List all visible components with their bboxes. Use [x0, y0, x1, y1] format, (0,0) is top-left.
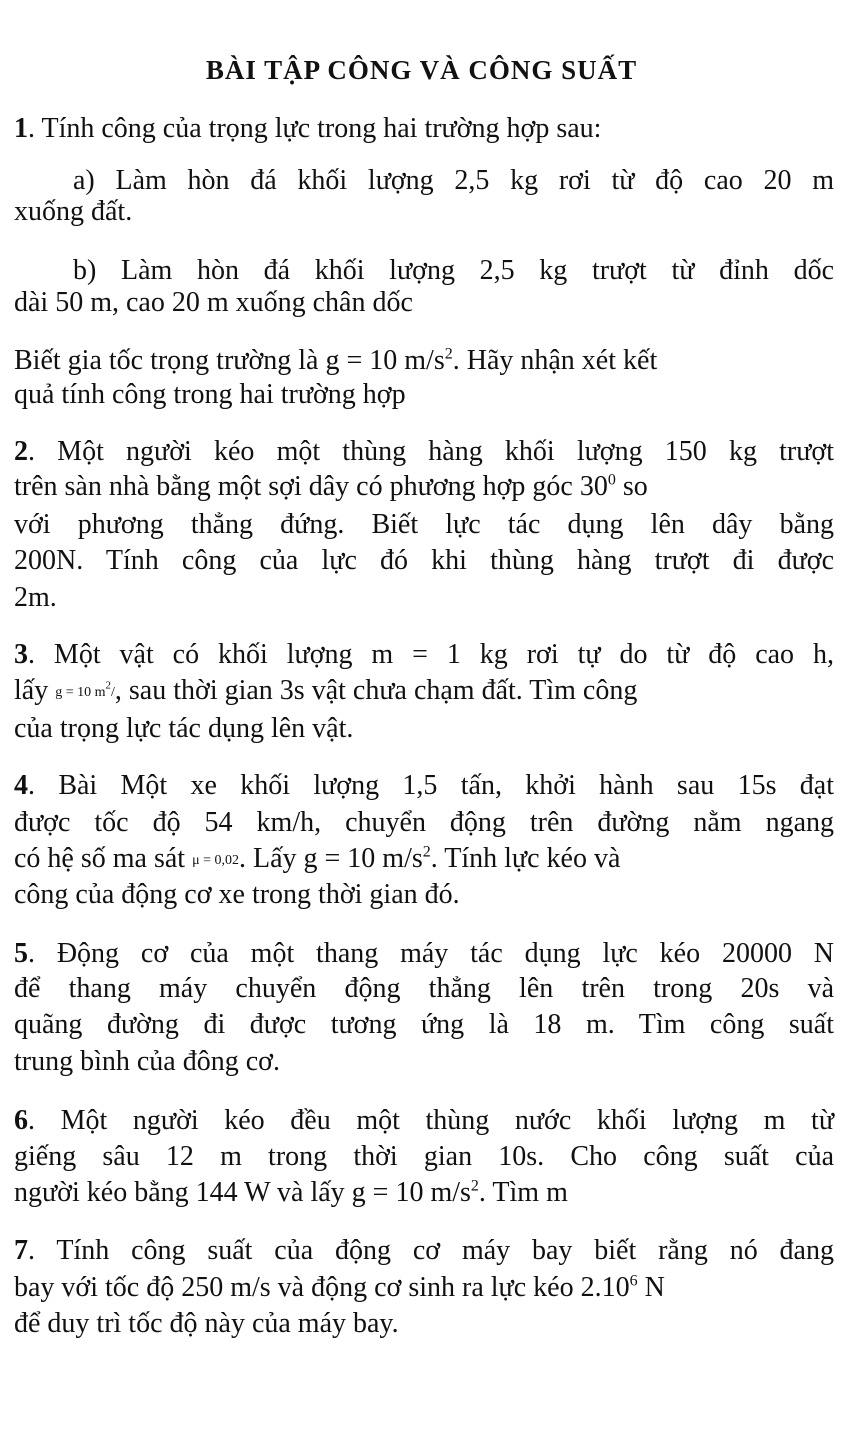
- problem-6-line-1: 6. Một người kéo đều một thùng nước khối lượng m từ: [14, 1105, 834, 1136]
- problem-7-line-2: bay với tốc độ 250 m/s và động cơ sinh ra lực kéo 2.10$^6$ N: [14, 1272, 665, 1303]
- problem-1-number: 1: [14, 113, 28, 144]
- problem-7-line-3: để duy trì tốc độ này của máy bay.: [14, 1308, 399, 1339]
- problem-2-number: 2: [14, 436, 28, 467]
- problem-3-line-2: lấy g = 10 $m^2/$, sau thời gian 3s vật chưa chạm đất. Tìm công: [14, 675, 638, 706]
- force-value: 2.10: [580, 1272, 630, 1303]
- problem-4-number: 4: [14, 770, 28, 801]
- problem-1-note-line-1: Biết gia tốc trọng trường là g = 10 $m/s^2$. Hãy nhận xét kết: [14, 345, 658, 376]
- gravity-formula-small: g = 10 m: [55, 685, 106, 700]
- gravity-formula: g = 10 m/s: [325, 345, 445, 376]
- problem-2-line-3: với phương thẳng đứng. Biết lực tác dụng lên dây bằng: [14, 509, 834, 540]
- problem-1b-line-2: dài 50 m, cao 20 m xuống chân dốc: [14, 287, 413, 318]
- problem-1a-line-2: xuống đất.: [14, 196, 133, 227]
- friction-coefficient: μ = 0,02: [192, 853, 239, 868]
- problem-2-line-1: 2. Một người kéo một thùng hàng khối lượng 150 kg trượt: [14, 436, 834, 467]
- angle-value: 30: [579, 471, 608, 502]
- problem-6-number: 6: [14, 1105, 28, 1136]
- problem-3-line-3: của trọng lực tác dụng lên vật.: [14, 713, 354, 744]
- problem-5-line-2: để thang máy chuyển động thẳng lên trên trong 20s và: [14, 973, 834, 1004]
- problem-3-number: 3: [14, 639, 28, 670]
- problem-5-number: 5: [14, 938, 28, 969]
- problem-4-line-1: 4. Bài Một xe khối lượng 1,5 tấn, khởi hành sau 15s đạt: [14, 770, 834, 801]
- problem-6-line-3: người kéo bằng 144 W và lấy g = 10 $m/s^2$. Tìm m: [14, 1177, 568, 1208]
- problem-4-line-2: được tốc độ 54 km/h, chuyển động trên đường nằm ngang: [14, 807, 834, 838]
- page-title: BÀI TẬP CÔNG VÀ CÔNG SUẤT: [205, 55, 638, 85]
- problem-2-line-5: 2m.: [14, 582, 57, 613]
- problem-1-note-line-2: quả tính công trong hai trường hợp: [14, 379, 406, 410]
- problem-5-line-4: trung bình của đông cơ.: [14, 1046, 280, 1077]
- problem-1b-line-1: b) Làm hòn đá khối lượng 2,5 kg trượt từ đỉnh dốc: [73, 255, 834, 286]
- problem-1a-line-1: a) Làm hòn đá khối lượng 2,5 kg rơi từ độ cao 20 m: [73, 165, 834, 196]
- problem-5-line-3: quãng đường đi được tương ứng là 18 m. Tìm công suất: [14, 1009, 834, 1040]
- problem-4-line-4: công của động cơ xe trong thời gian đó.: [14, 879, 460, 910]
- problem-2-line-4: 200N. Tính công của lực đó khi thùng hàng trượt đi được: [14, 545, 834, 576]
- problem-7-line-1: 7. Tính công suất của động cơ máy bay biết rằng nó đang: [14, 1235, 834, 1266]
- problem-6-line-2: giếng sâu 12 m trong thời gian 10s. Cho công suất của: [14, 1141, 834, 1172]
- problem-1-intro: 1. Tính công của trọng lực trong hai trường hợp sau:: [14, 113, 602, 144]
- problem-4-line-3: có hệ số ma sát μ = 0,02. Lấy g = 10 $m/s^2$. Tính lực kéo và: [14, 843, 621, 874]
- problem-2-line-2: trên sàn nhà bằng một sợi dây có phương hợp góc $30^0$ so: [14, 471, 648, 502]
- problem-3-line-1: 3. Một vật có khối lượng m = 1 kg rơi tự do từ độ cao h,: [14, 639, 834, 670]
- problem-5-line-1: 5. Động cơ của một thang máy tác dụng lực kéo 20000 N: [14, 938, 834, 969]
- problem-7-number: 7: [14, 1235, 28, 1266]
